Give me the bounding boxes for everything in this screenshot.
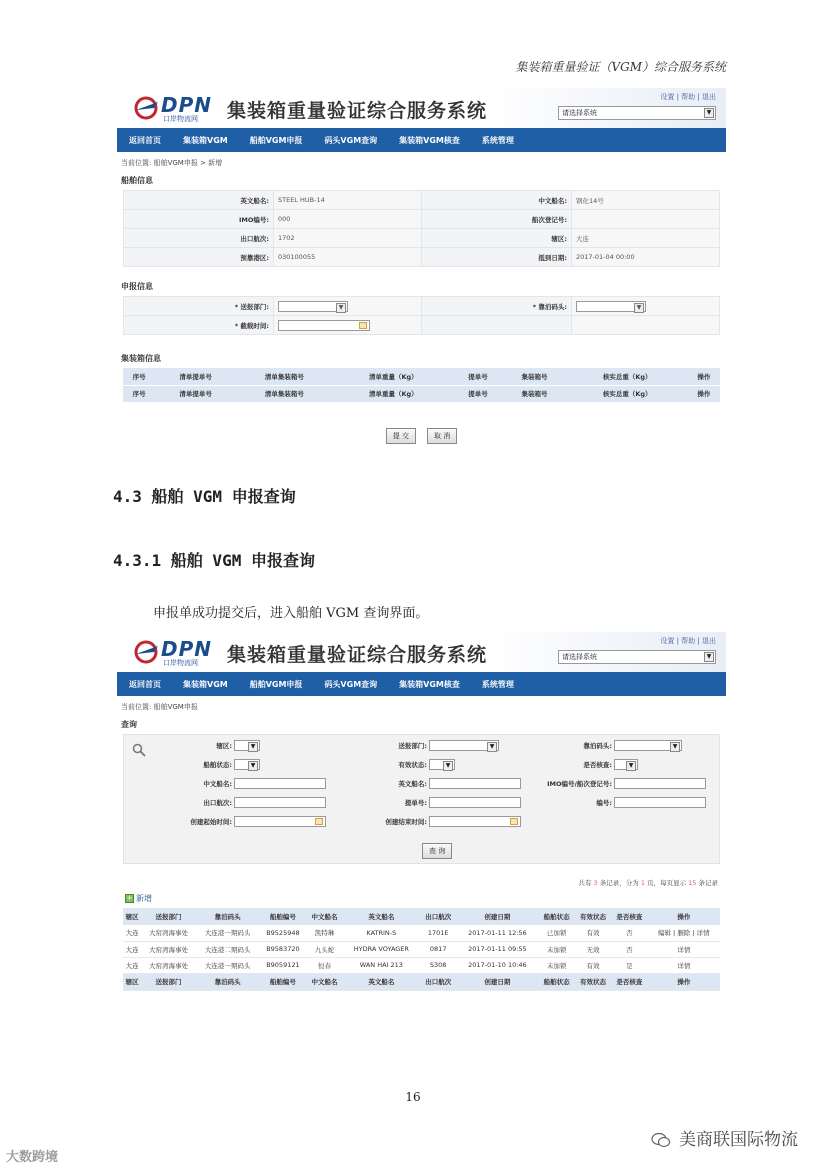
page-number: 16	[405, 1090, 421, 1104]
watermark-left: 大数跨境	[6, 1150, 59, 1165]
col-footer: 送报部门	[141, 973, 196, 990]
checked-select[interactable]	[614, 759, 638, 770]
calendar-icon[interactable]	[315, 818, 323, 825]
col-header: 船舶编号	[260, 908, 307, 925]
top-links[interactable]: 设置 | 帮助 | 退出	[660, 637, 716, 645]
en-name-label: 英文船名:	[398, 779, 427, 788]
col-header: 操作	[648, 908, 720, 925]
cell-date: 2017-01-11 12:56	[456, 925, 538, 941]
nav-home[interactable]: 返回首页	[129, 679, 161, 689]
bl-input[interactable]	[429, 797, 521, 808]
chevron-down-icon: ▼	[704, 652, 714, 662]
row-actions-link[interactable]: 编辑 | 删除 | 详情	[648, 925, 720, 941]
terminal-label: 靠泊码头:	[583, 741, 612, 750]
value: 钢化14号	[572, 191, 720, 210]
end-time-label: 创建结束时间:	[385, 817, 427, 826]
cell-voyage: 1701E	[420, 925, 456, 941]
col-footer: 是否核查	[611, 973, 647, 990]
nav-terminal-vgm-query[interactable]: 码头VGM查询	[324, 679, 378, 689]
dept-label: 送报部门:	[398, 741, 427, 750]
col-header: 中文船名	[306, 908, 342, 925]
cn-name-label: 中文船名:	[203, 779, 232, 788]
container-section-title: 集装箱信息	[121, 354, 161, 363]
row-actions-link[interactable]: 详情	[648, 957, 720, 973]
cell-en-name: KATRIN-S	[343, 925, 420, 941]
col-header: 有效状态	[575, 908, 611, 925]
cell-district: 大连	[123, 957, 141, 973]
nav-system-admin[interactable]: 系统管理	[481, 135, 514, 145]
no-label: 编号:	[596, 798, 612, 807]
logo-text: DPN	[161, 93, 212, 117]
chevron-down-icon: ▼	[626, 761, 636, 771]
col-footer: 操作	[688, 385, 720, 402]
system-title: 集装箱重量验证综合服务系统	[227, 644, 488, 666]
nav-container-vgm[interactable]: 集装箱VGM	[183, 679, 228, 689]
col-header: 清单提单号	[155, 368, 236, 385]
chevron-down-icon: ▼	[487, 742, 497, 752]
cell-date: 2017-01-10 10:46	[456, 957, 538, 973]
col-footer: 创建日期	[456, 973, 538, 990]
label: 辖区:	[422, 229, 572, 248]
cell-dept: 大窑湾海事处	[141, 925, 196, 941]
calendar-icon[interactable]	[359, 322, 367, 329]
summary-per-page: 15	[688, 879, 697, 887]
col-header: 船舶状态	[538, 908, 574, 925]
results-table	[123, 908, 720, 991]
col-header: 操作	[688, 368, 720, 385]
terminal-select-cell	[572, 297, 720, 316]
query-panel	[123, 734, 720, 864]
col-header: 英文船名	[343, 908, 420, 925]
table-header-row	[123, 908, 720, 925]
dept-select[interactable]	[278, 301, 348, 312]
col-footer: 有效状态	[575, 973, 611, 990]
logo-text: DPN	[161, 637, 212, 661]
voyage-label: 出口航次:	[203, 798, 232, 807]
query-row	[124, 775, 719, 793]
col-footer: 核实总重（Kg）	[567, 385, 688, 402]
chevron-down-icon: ▼	[336, 303, 346, 313]
cell-en-name: WAN HAI 213	[343, 957, 420, 973]
imo-input[interactable]	[614, 778, 706, 789]
table-header-row	[123, 368, 720, 385]
add-new-label: 新增	[136, 894, 152, 903]
chevron-down-icon: ▼	[248, 761, 258, 771]
query-row	[124, 756, 719, 774]
nav-container-vgm-check[interactable]: 集装箱VGM核查	[399, 135, 460, 145]
voyage-input[interactable]	[234, 797, 326, 808]
cell-date: 2017-01-11 09:55	[456, 941, 538, 957]
vgm-declare-new-screenshot	[117, 88, 726, 450]
ship-status-label: 船舶状态:	[203, 760, 232, 769]
table-row	[124, 297, 720, 316]
cell-dept: 大窑湾海事处	[141, 957, 196, 973]
col-footer: 集装箱号	[502, 385, 567, 402]
query-row	[124, 813, 719, 831]
vessel-section-title: 船舶信息	[121, 176, 153, 185]
plus-icon: +	[126, 894, 133, 902]
label: * 靠泊码头:	[422, 297, 572, 316]
body-paragraph: 申报单成功提交后，进入船舶 VGM 查询界面。	[153, 606, 429, 621]
cell-district: 大连	[123, 925, 141, 941]
table-row[interactable]	[123, 957, 720, 973]
col-footer: 清单重量（Kg）	[333, 385, 454, 402]
dpn-logo-icon	[132, 640, 162, 664]
app-header	[117, 88, 726, 128]
app-header	[117, 632, 726, 672]
start-time-label: 创建起始时间:	[190, 817, 232, 826]
table-row	[124, 248, 720, 267]
top-links[interactable]: 设置 | 帮助 | 退出	[660, 93, 716, 101]
logo-subtext: 口岸物流网	[163, 659, 198, 667]
cell-ship-no: B9525948	[260, 925, 307, 941]
declare-info-table	[123, 296, 720, 335]
query-title: 查询	[121, 720, 137, 729]
main-nav	[117, 128, 726, 152]
col-footer: 清单提单号	[155, 385, 236, 402]
value: 030100055	[274, 248, 422, 267]
cn-name-input[interactable]	[234, 778, 326, 789]
cell-status: 未加锁	[538, 957, 574, 973]
end-time-input[interactable]	[429, 816, 521, 827]
breadcrumb: 当前位置: 船舶VGM申报	[121, 703, 198, 711]
cell-en-name: HYDRA VOYAGER	[343, 941, 420, 957]
vgm-query-screenshot	[117, 632, 726, 1004]
label: IMO编号:	[124, 210, 274, 229]
cell-voyage: S308	[420, 957, 456, 973]
nav-ship-vgm-declare[interactable]: 船舶VGM申报	[249, 135, 303, 145]
cell-checked: 否	[611, 941, 647, 957]
system-select-value: 请选择系统	[562, 653, 597, 661]
cell-terminal: 大连港一期码头	[196, 925, 260, 941]
col-header: 提单号	[454, 368, 502, 385]
col-footer: 出口航次	[420, 973, 456, 990]
nav-container-vgm-check[interactable]: 集装箱VGM核查	[399, 679, 460, 689]
cell-ship-no: B9059121	[260, 957, 307, 973]
cell-valid: 无效	[575, 941, 611, 957]
summary-text: 条记录	[698, 879, 718, 887]
col-header: 核实总重（Kg）	[567, 368, 688, 385]
declare-section-title: 申报信息	[121, 282, 153, 291]
calendar-icon[interactable]	[510, 818, 518, 825]
value: 大连	[572, 229, 720, 248]
district-select[interactable]	[234, 740, 260, 751]
en-name-input[interactable]	[429, 778, 521, 789]
table-row[interactable]	[123, 941, 720, 957]
empty-cell	[572, 316, 720, 335]
cell-cn-name: 九头蛇	[306, 941, 342, 957]
nav-container-vgm[interactable]: 集装箱VGM	[183, 135, 228, 145]
summary-text: 共有	[578, 879, 592, 887]
imo-label: IMO编号/船次登记号:	[547, 779, 612, 788]
query-button[interactable]: 查 询	[422, 843, 452, 859]
label: 中文船名:	[422, 191, 572, 210]
label: * 截载时间:	[124, 316, 274, 335]
table-row	[124, 316, 720, 335]
watermark-right-text: 美商联国际物流	[679, 1130, 798, 1150]
summary-text: 页，每页显示	[647, 879, 687, 887]
label: 预靠港区:	[124, 248, 274, 267]
system-select[interactable]	[558, 106, 716, 120]
start-time-input[interactable]	[234, 816, 326, 827]
system-select[interactable]	[558, 650, 716, 664]
terminal-select[interactable]	[614, 740, 682, 751]
col-footer: 中文船名	[306, 973, 342, 990]
label: 抵到日期:	[422, 248, 572, 267]
label: * 送报部门:	[124, 297, 274, 316]
district-label: 辖区:	[216, 741, 232, 750]
checked-label: 是否核查:	[583, 760, 612, 769]
ship-status-select[interactable]	[234, 759, 260, 770]
logo-subtext: 口岸物流网	[163, 115, 198, 123]
cell-checked: 否	[611, 925, 647, 941]
bl-label: 提单号:	[404, 798, 427, 807]
col-header: 创建日期	[456, 908, 538, 925]
empty-cell	[422, 316, 572, 335]
table-row	[124, 191, 720, 210]
submit-button[interactable]: 提 交	[386, 428, 416, 444]
dept-select[interactable]	[429, 740, 499, 751]
col-footer: 英文船名	[343, 973, 420, 990]
label: 船次登记号:	[422, 210, 572, 229]
cell-status: 已加锁	[538, 925, 574, 941]
col-header: 集装箱号	[502, 368, 567, 385]
result-summary	[117, 864, 726, 891]
table-footer-row	[123, 973, 720, 990]
wechat-icon	[651, 1132, 671, 1148]
cell-district: 大连	[123, 941, 141, 957]
col-footer: 船舶状态	[538, 973, 574, 990]
col-footer: 靠泊码头	[196, 973, 260, 990]
add-new-button[interactable]	[117, 891, 726, 908]
no-input[interactable]	[614, 797, 706, 808]
nav-terminal-vgm-query[interactable]: 码头VGM查询	[324, 135, 378, 145]
cell-dept: 大窑湾海事处	[141, 941, 196, 957]
col-footer: 船舶编号	[260, 973, 307, 990]
table-row	[124, 229, 720, 248]
value: STEEL HUB-14	[274, 191, 422, 210]
value: 2017-01-04 00:00	[572, 248, 720, 267]
watermark-right	[651, 1125, 798, 1150]
valid-status-select[interactable]	[429, 759, 455, 770]
col-header: 辖区	[123, 908, 141, 925]
query-row	[124, 737, 719, 755]
col-footer: 清单集装箱号	[236, 385, 333, 402]
main-nav	[117, 672, 726, 696]
col-header: 序号	[123, 368, 155, 385]
table-row[interactable]	[123, 925, 720, 941]
nav-ship-vgm-declare[interactable]: 船舶VGM申报	[249, 679, 303, 689]
chevron-down-icon: ▼	[670, 742, 680, 752]
summary-text: 条记录，分为	[599, 879, 639, 887]
dept-select-cell	[274, 297, 422, 316]
cell-cn-name: 凯特琳	[306, 925, 342, 941]
col-header: 靠泊码头	[196, 908, 260, 925]
vessel-info-table	[123, 190, 720, 267]
cell-cn-name: 恒春	[306, 957, 342, 973]
cell-terminal: 大连港二期码头	[196, 941, 260, 957]
label: 英文船名:	[124, 191, 274, 210]
system-select-value: 请选择系统	[562, 109, 597, 117]
cell-voyage: 0817	[420, 941, 456, 957]
cell-terminal: 大连港一期码头	[196, 957, 260, 973]
chevron-down-icon: ▼	[634, 303, 644, 313]
form-actions	[117, 423, 726, 444]
col-footer: 提单号	[454, 385, 502, 402]
valid-status-label: 有效状态:	[398, 760, 427, 769]
col-header: 清单集装箱号	[236, 368, 333, 385]
nav-home[interactable]: 返回首页	[129, 135, 161, 145]
breadcrumb: 当前位置: 船舶VGM申报 > 新增	[121, 159, 223, 167]
summary-pages: 1	[640, 879, 645, 887]
cell-checked: 是	[611, 957, 647, 973]
cell-valid: 有效	[575, 957, 611, 973]
col-footer: 操作	[648, 973, 720, 990]
col-header: 出口航次	[420, 908, 456, 925]
deadline-cell	[274, 316, 422, 335]
chevron-down-icon: ▼	[704, 108, 714, 118]
cell-valid: 有效	[575, 925, 611, 941]
value: 1702	[274, 229, 422, 248]
section-heading-4-3: 4.3 船舶 VGM 申报查询	[113, 487, 296, 506]
deadline-datetime-input[interactable]	[278, 320, 370, 331]
row-actions-link[interactable]: 详情	[648, 941, 720, 957]
query-row	[124, 794, 719, 812]
chevron-down-icon: ▼	[443, 761, 453, 771]
document-header: 集装箱重量验证（VGM）综合服务系统	[515, 60, 726, 74]
terminal-select[interactable]	[576, 301, 646, 312]
cell-status: 未加锁	[538, 941, 574, 957]
col-header: 是否核查	[611, 908, 647, 925]
table-row	[124, 210, 720, 229]
label: 出口航次:	[124, 229, 274, 248]
cancel-button[interactable]: 取 消	[427, 428, 457, 444]
table-footer-row	[123, 385, 720, 402]
nav-system-admin[interactable]: 系统管理	[481, 679, 514, 689]
system-title: 集装箱重量验证综合服务系统	[227, 100, 488, 122]
section-heading-4-3-1: 4.3.1 船舶 VGM 申报查询	[113, 551, 315, 570]
value: 000	[274, 210, 422, 229]
chevron-down-icon: ▼	[248, 742, 258, 752]
col-footer: 序号	[123, 385, 155, 402]
value	[572, 210, 720, 229]
cell-ship-no: B9583720	[260, 941, 307, 957]
container-table	[123, 368, 720, 403]
summary-total: 3	[593, 879, 598, 887]
col-header: 清单重量（Kg）	[333, 368, 454, 385]
dpn-logo-icon	[132, 96, 162, 120]
col-footer: 辖区	[123, 973, 141, 990]
col-header: 送报部门	[141, 908, 196, 925]
